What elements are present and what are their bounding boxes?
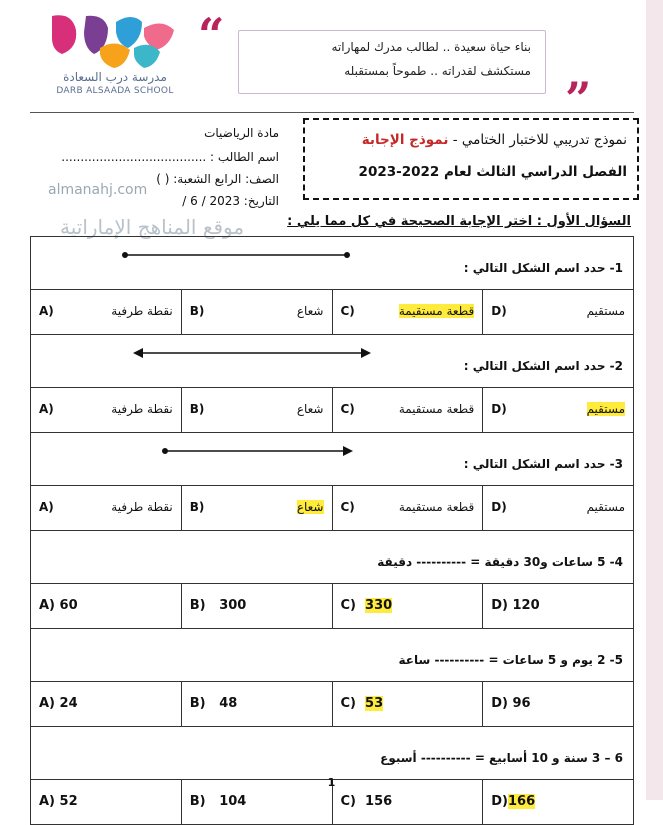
question-text: 2- حدد اسم الشكل التالي : (463, 359, 623, 373)
question-text: 3- حدد اسم الشكل التالي : (463, 457, 623, 471)
options-row (30, 485, 634, 530)
option-b[interactable] (181, 388, 332, 432)
exam-title-line-2: الفصل الدراسي الثالث لعام 2022-2023 (358, 164, 627, 180)
option-value: 104 (219, 794, 247, 809)
page-number: 1 (327, 776, 336, 789)
question-text: 5- 2 يوم و 5 ساعات = ---------- ساعة (398, 653, 623, 667)
quote-open-mark: “ (198, 8, 225, 62)
school-name-arabic: مدرسة درب السعادة (63, 70, 167, 84)
option-letter: B) (189, 304, 205, 318)
option-a[interactable] (31, 682, 181, 726)
question-text: 1- حدد اسم الشكل التالي : (463, 261, 623, 275)
question-row (30, 432, 634, 485)
option-letter: D) (491, 794, 508, 809)
correct-answer-text: شعاع (296, 500, 324, 514)
page-edge (646, 0, 663, 800)
option-letter: D) (491, 402, 507, 416)
option-text: نقطة طرفية (111, 304, 173, 318)
option-value: 96 (512, 696, 531, 711)
option-c[interactable] (332, 388, 483, 432)
option-b[interactable] (181, 486, 332, 530)
question-text: 6 – 3 سنة و 10 أسابيع = ---------- أسبوع (380, 751, 623, 765)
correct-answer-value: 330 (365, 598, 393, 613)
option-text: مستقيم (586, 304, 625, 318)
question-row (30, 628, 634, 681)
option-value: 120 (512, 598, 540, 613)
question-row (30, 530, 634, 583)
section-title: السؤال الأول : اختر الإجابة الصحيحة في كل مما يلي : (287, 214, 631, 229)
watermark-site-name: موقع المناهج الإماراتية (60, 215, 245, 239)
option-b[interactable] (181, 290, 332, 334)
option-c[interactable] (332, 584, 483, 628)
option-a[interactable] (31, 290, 181, 334)
question-row (30, 334, 634, 387)
student-name-field: اسم الطالب : ...................................... (61, 150, 279, 164)
quote-close-mark: ” (565, 72, 592, 126)
option-a[interactable] (31, 584, 181, 628)
exam-title-box (303, 118, 639, 200)
option-letter: C) (340, 500, 355, 514)
option-letter: D) (491, 304, 507, 318)
motto-line-1: بناء حياة سعيدة .. لطالب مدرك لمهاراته (331, 40, 531, 54)
option-text: مستقيم (586, 500, 625, 514)
option-text: قطعة مستقيمة (398, 500, 475, 514)
option-letter: A) (39, 794, 56, 809)
option-text: شعاع (296, 402, 324, 416)
option-d[interactable] (482, 388, 633, 432)
questions-table (30, 236, 634, 825)
option-text: نقطة طرفية (111, 500, 173, 514)
exam-title-line-1 (317, 132, 627, 148)
answer-key-label: نموذج الإجابة (361, 132, 449, 148)
option-value: 300 (219, 598, 247, 613)
question-text: 4- 5 ساعات و30 دقيقة = ---------- دقيقة (377, 555, 623, 569)
option-letter: C) (340, 696, 356, 711)
option-value: 24 (59, 696, 78, 711)
correct-answer-value: 53 (365, 696, 384, 711)
line-figure (121, 343, 391, 363)
ray-figure (121, 441, 381, 461)
option-letter: D) (491, 696, 508, 711)
option-c[interactable] (332, 486, 483, 530)
option-letter: B) (189, 696, 206, 711)
option-letter: B) (189, 794, 206, 809)
correct-answer-text: قطعة مستقيمة (398, 304, 475, 318)
option-letter: A) (39, 402, 54, 416)
exam-title-text: نموذج تدريبي للاختبار الختامي - (452, 132, 627, 148)
option-letter: A) (39, 500, 54, 514)
option-text: شعاع (296, 304, 324, 318)
option-a[interactable] (31, 486, 181, 530)
option-text: قطعة مستقيمة (398, 402, 475, 416)
option-d[interactable] (482, 290, 633, 334)
option-b[interactable] (181, 584, 332, 628)
option-value: 156 (365, 794, 393, 809)
option-letter: D) (491, 500, 507, 514)
correct-answer-value: 166 (507, 794, 536, 809)
segment-figure (121, 245, 381, 265)
option-value: 48 (219, 696, 238, 711)
option-b[interactable] (181, 682, 332, 726)
options-row (30, 583, 634, 628)
options-row (30, 387, 634, 432)
option-value: 52 (59, 794, 78, 809)
option-letter: C) (340, 598, 356, 613)
option-d[interactable] (482, 682, 633, 726)
grade-section-field: الصف: الرابع الشعبة: ( ) (156, 172, 279, 186)
option-letter: C) (340, 794, 356, 809)
correct-answer-text: مستقيم (586, 402, 625, 416)
option-letter: D) (491, 598, 508, 613)
question-row (30, 726, 634, 779)
option-letter: C) (340, 402, 355, 416)
option-d[interactable] (482, 486, 633, 530)
option-letter: A) (39, 304, 54, 318)
option-letter: B) (189, 402, 205, 416)
option-letter: B) (189, 598, 206, 613)
school-name-english: DARB ALSAADA SCHOOL (56, 86, 174, 96)
option-letter: B) (189, 500, 205, 514)
options-row (30, 289, 634, 334)
option-c[interactable] (332, 290, 483, 334)
option-letter: A) (39, 598, 56, 613)
motto-box (238, 30, 546, 94)
watermark-url: almanahj.com (48, 182, 148, 198)
header-divider (30, 112, 634, 113)
option-d[interactable] (482, 584, 633, 628)
option-letter: A) (39, 696, 56, 711)
options-row (30, 681, 634, 726)
option-text: نقطة طرفية (111, 402, 173, 416)
question-row (30, 236, 634, 289)
option-letter: C) (340, 304, 355, 318)
date-field: التاريخ: 2023 / 6 / (182, 194, 279, 208)
option-c[interactable] (332, 682, 483, 726)
option-a[interactable] (31, 388, 181, 432)
subject-label: مادة الرياضيات (204, 126, 279, 140)
option-value: 60 (59, 598, 78, 613)
motto-line-2: مستكشف لقدراته .. طموحاً بمستقبله (344, 64, 531, 78)
